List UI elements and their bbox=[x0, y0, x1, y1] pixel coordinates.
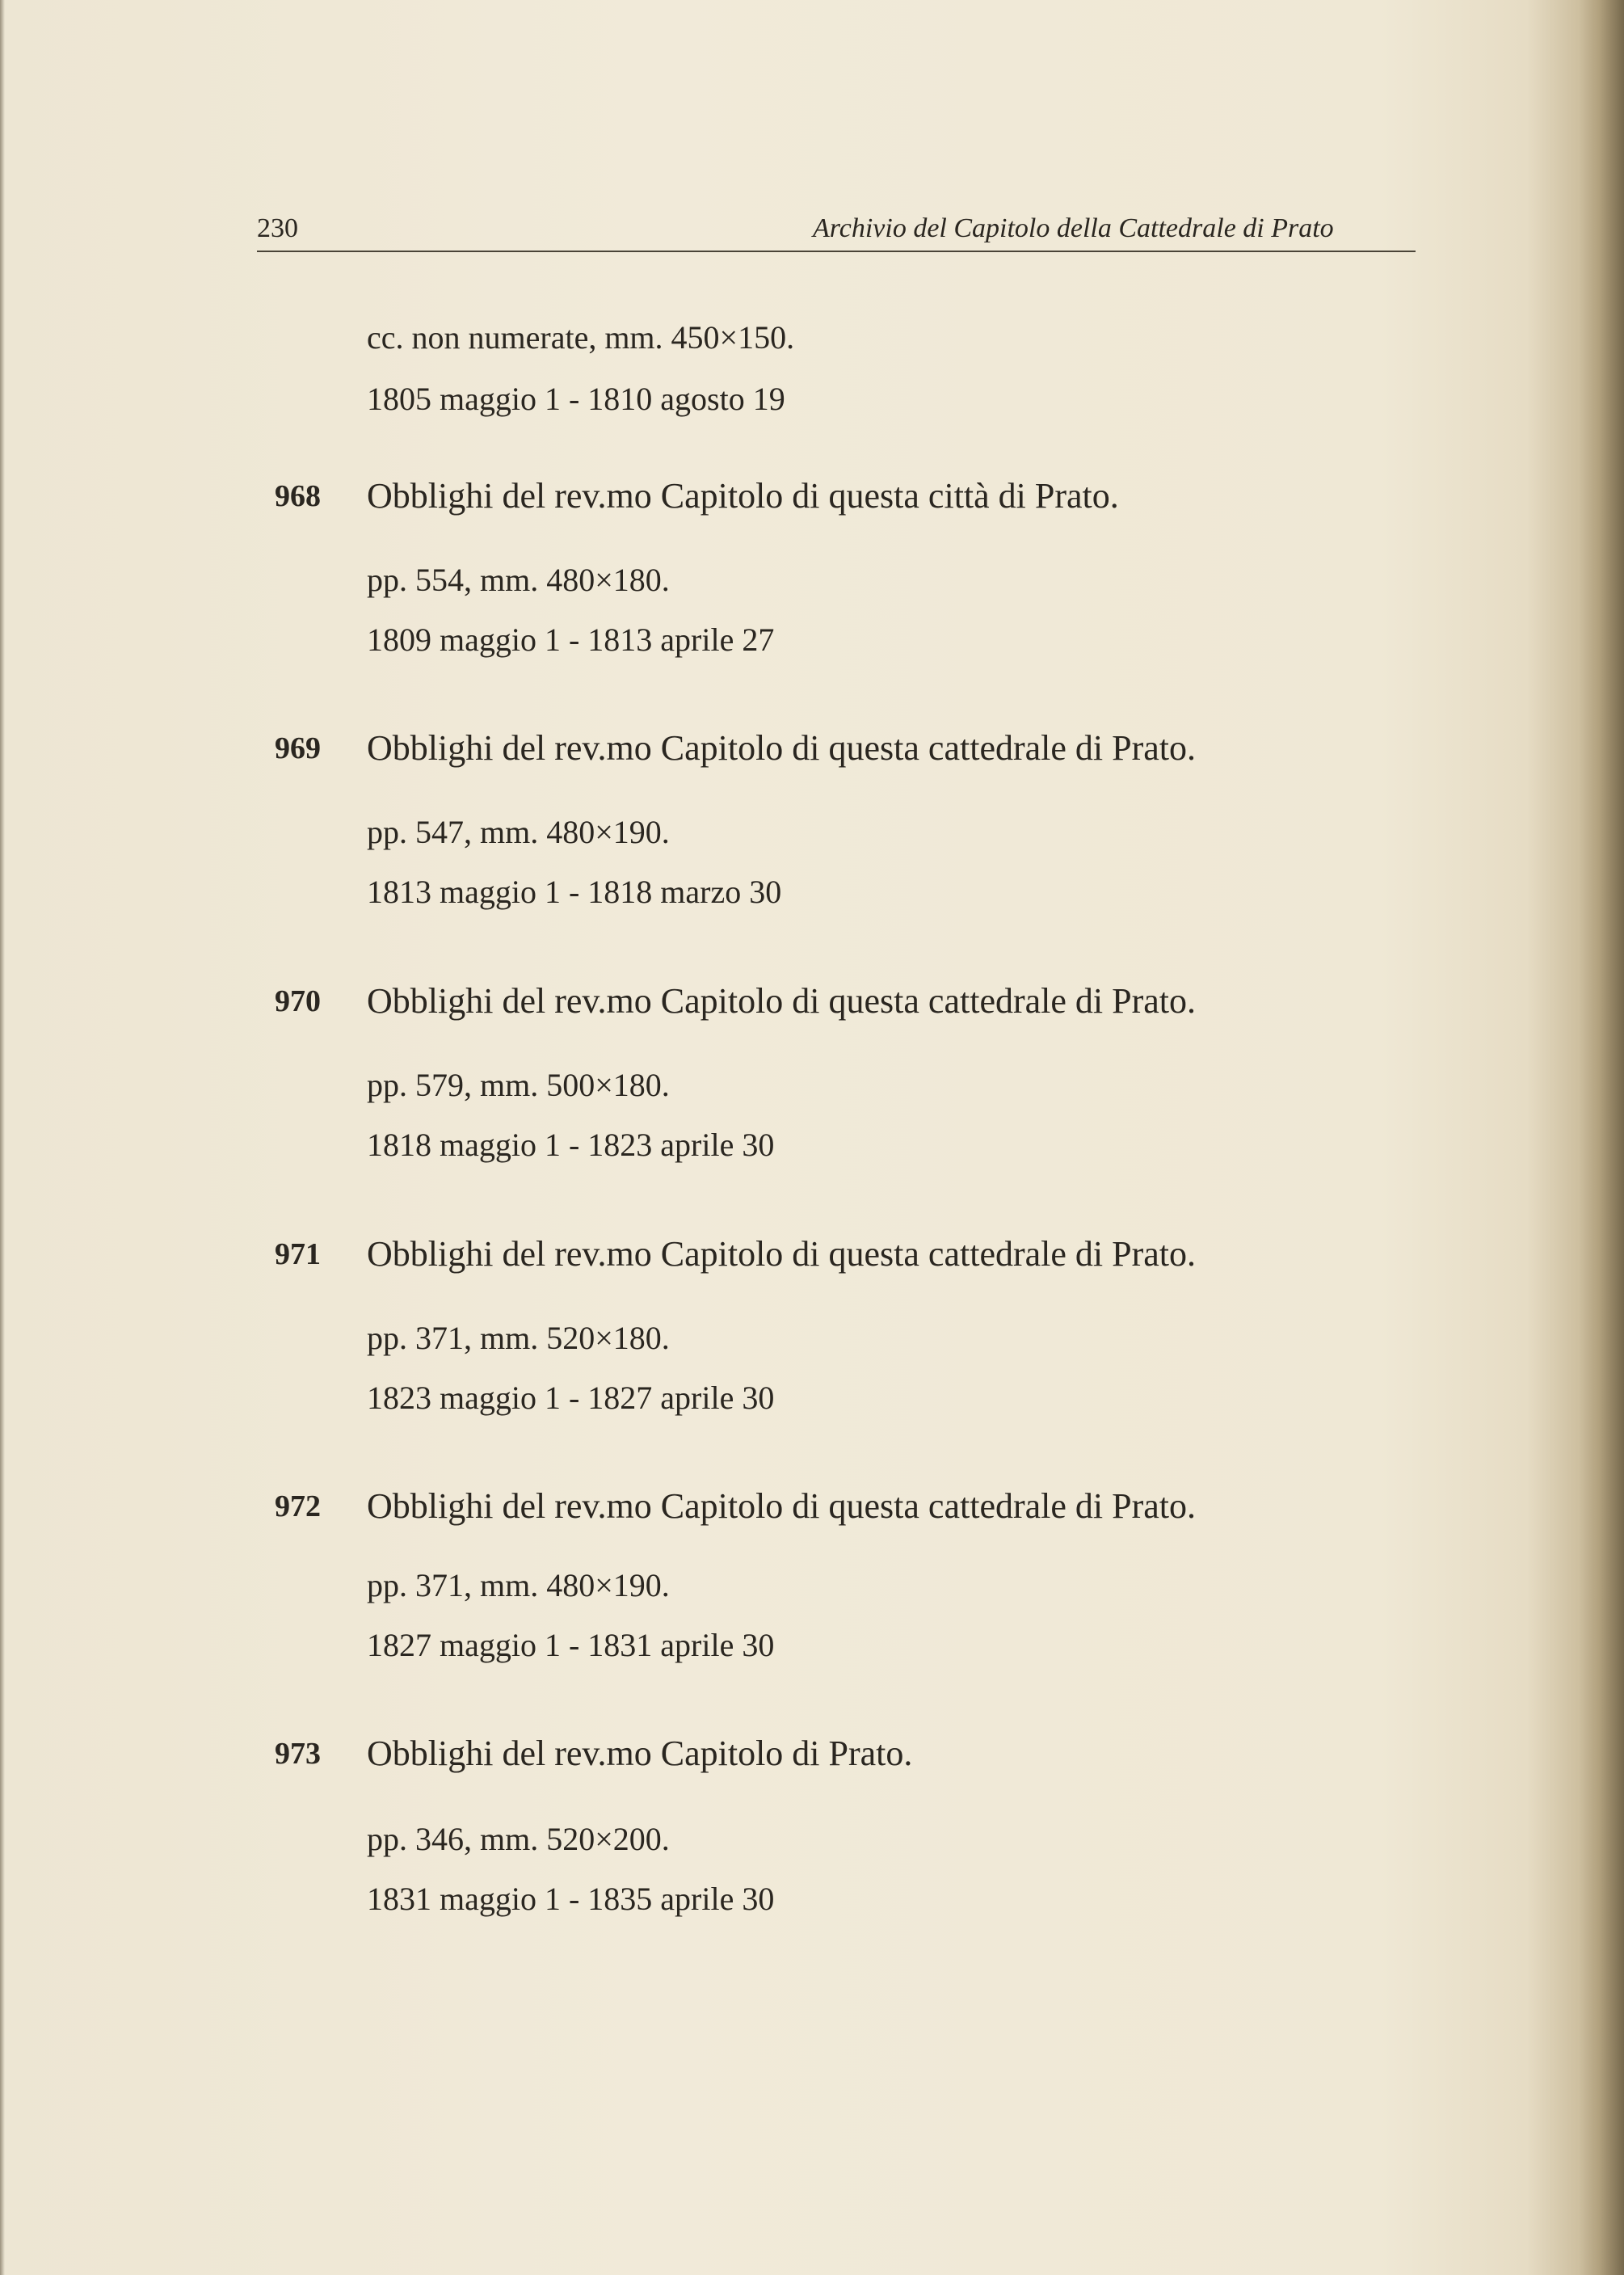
entry-dates: 1831 maggio 1 - 1835 aprile 30 bbox=[367, 1881, 775, 1917]
entry-number: 970 bbox=[275, 984, 321, 1018]
entry-dates: 1827 maggio 1 - 1831 aprile 30 bbox=[367, 1627, 775, 1663]
entry-pages: pp. 346, mm. 520×200. bbox=[367, 1821, 670, 1857]
entry-pages: pp. 371, mm. 520×180. bbox=[367, 1320, 670, 1356]
entry-title: Obblighi del rev.mo Capitolo di questa cattedrale di Prato. bbox=[367, 1486, 1197, 1526]
entry-number: 969 bbox=[275, 731, 321, 765]
entry-title: Obblighi del rev.mo Capitolo di questa città di Prato. bbox=[367, 476, 1119, 516]
running-title: Archivio del Capitolo della Cattedrale di Prato bbox=[813, 213, 1334, 243]
continued-dates-line: 1805 maggio 1 - 1810 agosto 19 bbox=[367, 381, 785, 417]
entry-dates: 1809 maggio 1 - 1813 aprile 27 bbox=[367, 621, 775, 658]
page-edge bbox=[0, 0, 5, 2275]
entry-number: 972 bbox=[275, 1489, 321, 1523]
entry-title: Obblighi del rev.mo Capitolo di questa cattedrale di Prato. bbox=[367, 728, 1197, 768]
entry-title: Obblighi del rev.mo Capitolo di questa cattedrale di Prato. bbox=[367, 1234, 1197, 1274]
page-number: 230 bbox=[257, 213, 298, 243]
entry-number: 968 bbox=[275, 479, 321, 513]
page-gutter-shadow bbox=[1579, 0, 1624, 2275]
entry-title: Obblighi del rev.mo Capitolo di Prato. bbox=[367, 1734, 913, 1773]
entry-pages: pp. 579, mm. 500×180. bbox=[367, 1067, 670, 1103]
continued-pages-line: cc. non numerate, mm. 450×150. bbox=[367, 319, 795, 356]
continued-entry bbox=[367, 307, 794, 430]
entry-dates: 1818 maggio 1 - 1823 aprile 30 bbox=[367, 1127, 775, 1163]
entry-number: 973 bbox=[275, 1737, 321, 1771]
entry-dates: 1813 maggio 1 - 1818 marzo 30 bbox=[367, 874, 782, 910]
entry-pages: pp. 554, mm. 480×180. bbox=[367, 562, 670, 598]
entry-pages: pp. 547, mm. 480×190. bbox=[367, 814, 670, 850]
entry-dates: 1823 maggio 1 - 1827 aprile 30 bbox=[367, 1380, 775, 1416]
entry-number: 971 bbox=[275, 1237, 321, 1271]
entry-title: Obblighi del rev.mo Capitolo di questa cattedrale di Prato. bbox=[367, 981, 1197, 1021]
running-header bbox=[257, 209, 1416, 252]
entry-pages: pp. 371, mm. 480×190. bbox=[367, 1567, 670, 1603]
